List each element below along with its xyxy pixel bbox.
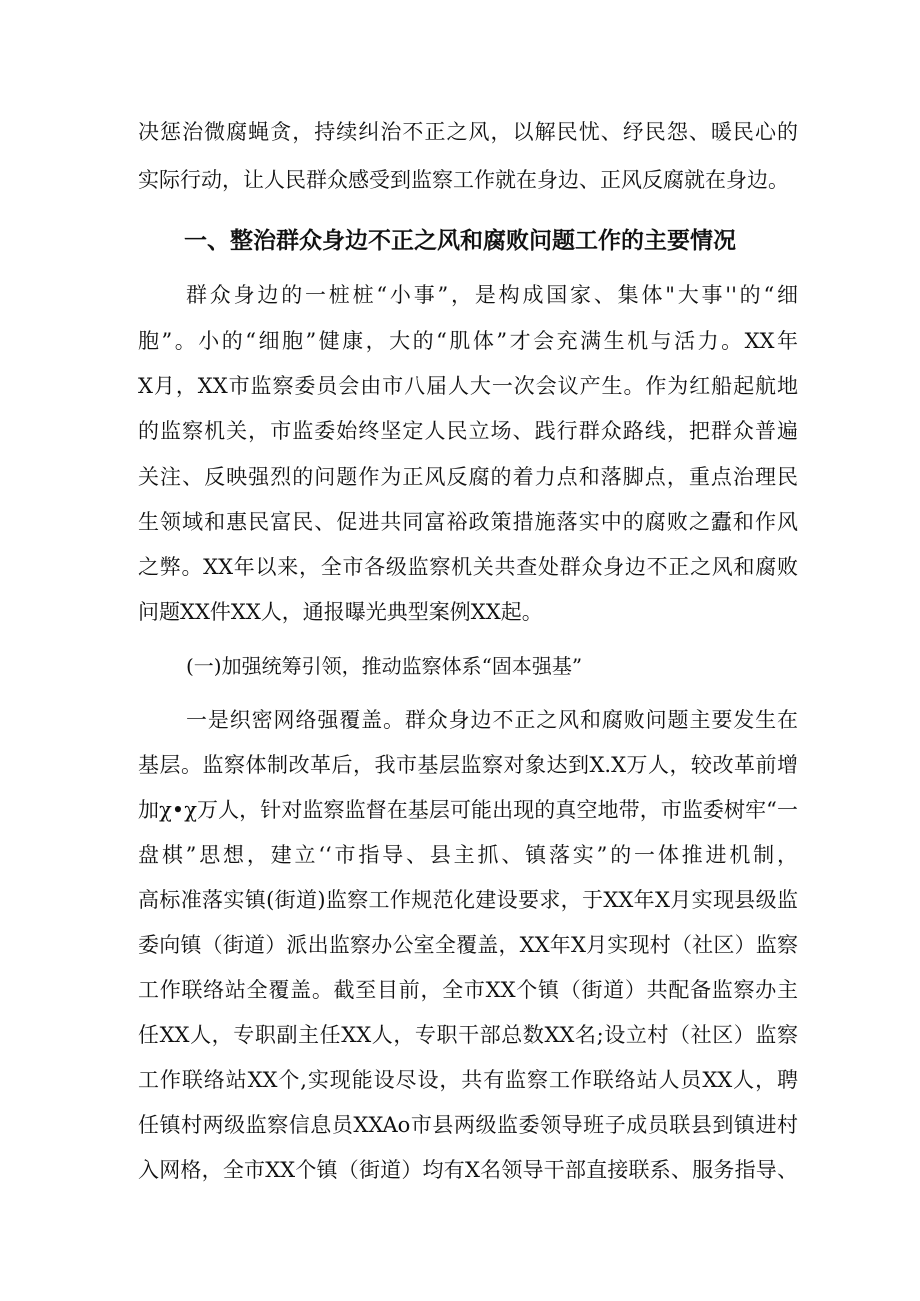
subsection-heading: (一)加强统筹引领，推动监察体系“固本强基” xyxy=(186,654,583,678)
text-line: 工作联络站XX个,实现能设尽设，共有监察工作联络站人员XX人，聘 xyxy=(138,1068,798,1092)
text-line: 胞”。小的“细胞”健康，大的“肌体”才会充满生机与活力。XX年 xyxy=(138,329,798,353)
text-line: 入网格，全市XX个镇（街道）均有X名领导干部直接联系、服务指导、 xyxy=(138,1158,798,1182)
text-line: 群众身边的一桩桩“小事”，是构成国家、集体"大事''的“细 xyxy=(186,283,798,307)
text-line: 一是织密网络强覆盖。群众身边不正之风和腐败问题主要发生在 xyxy=(186,708,798,732)
text-line: 关注、反映强烈的问题作为正风反腐的着力点和落脚点，重点治理民 xyxy=(138,465,798,489)
text-line: 任镇村两级监察信息员XXAo市县两级监委领导班子成员联县到镇进村 xyxy=(138,1113,798,1137)
text-line: 工作联络站全覆盖。截至目前，全市XX个镇（街道）共配备监察办主 xyxy=(138,978,798,1002)
text-line: 之弊。XX年以来，全市各级监察机关共查处群众身边不正之风和腐败 xyxy=(138,555,798,579)
text-line: 问题XX件XX人，通报曝光典型案例XX起。 xyxy=(138,600,543,624)
text-line: 委向镇（街道）派出监察办公室全覆盖，XX年X月实现村（社区）监察 xyxy=(138,933,798,957)
section-heading: 一、整治群众身边不正之风和腐败问题工作的主要情况 xyxy=(184,228,736,254)
text-line: 盘棋”思想，建立‘‘市指导、县主抓、镇落实”的一体推进机制， xyxy=(138,843,798,867)
text-line: 任XX人，专职副主任XX人，专职干部总数XX名;设立村（社区）监察 xyxy=(138,1023,798,1047)
text-line: 生领域和惠民富民、促进共同富裕政策措施落实中的腐败之蠹和作风 xyxy=(138,510,798,534)
text-line: 高标准落实镇(街道)监察工作规范化建设要求，于XX年X月实现县级监 xyxy=(138,888,798,912)
text-line: 实际行动，让人民群众感受到监察工作就在身边、正风反腐就在身边。 xyxy=(138,168,789,192)
text-line: 的监察机关，市监委始终坚定人民立场、践行群众路线，把群众普遍 xyxy=(138,419,798,443)
text-line: 加χ•χ万人，针对监察监督在基层可能出现的真空地带，市监委树牢“一 xyxy=(138,798,798,822)
text-line: 决惩治微腐蝇贪，持续纠治不正之风，以解民忧、纾民怨、暖民心的 xyxy=(138,120,798,144)
text-line: X月，XX市监察委员会由市八届人大一次会议产生。作为红船起航地 xyxy=(138,374,798,398)
text-line: 基层。监察体制改革后，我市基层监察对象达到X.X万人，较改革前增 xyxy=(138,753,798,777)
